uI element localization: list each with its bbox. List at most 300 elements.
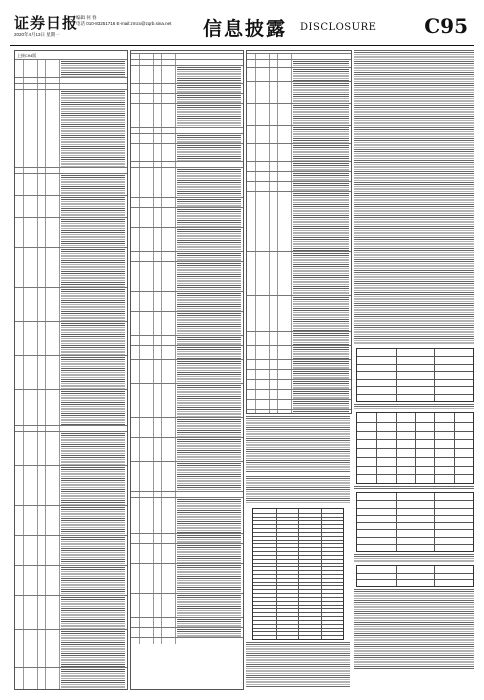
data-table [356, 492, 474, 552]
cell-text-block [61, 357, 125, 389]
table-rule [434, 349, 435, 401]
table-row [15, 247, 127, 288]
table-cell-divider [45, 536, 46, 566]
table-row [247, 409, 351, 414]
cell-text-block [293, 173, 349, 181]
table-cell-divider [37, 196, 38, 218]
table-row [131, 311, 243, 336]
cell-text-block [177, 419, 241, 437]
table-cell-divider [153, 228, 154, 252]
cell-text-block [177, 619, 241, 627]
table-cell-divider [45, 248, 46, 288]
table-cell-divider [269, 252, 270, 296]
table-row [247, 67, 351, 82]
table-cell-divider [45, 322, 46, 356]
table-cell-divider [269, 410, 270, 414]
table-cell-divider [37, 322, 38, 356]
text-block [246, 416, 350, 472]
table-cell-divider [139, 638, 140, 644]
table-cell-divider [59, 322, 60, 356]
table-cell-divider [153, 594, 154, 618]
table-cell-divider [59, 506, 60, 536]
cell-text-block [177, 67, 241, 83]
table-cell-divider [161, 544, 162, 564]
cell-text-block [61, 91, 125, 167]
table-row [15, 195, 127, 218]
table-cell-divider [269, 346, 270, 360]
table-cell-divider [161, 438, 162, 462]
table-row [131, 103, 243, 128]
cell-text-block [61, 507, 125, 535]
table-cell-divider [59, 566, 60, 596]
table-cell-divider [161, 66, 162, 84]
table-cell-divider [153, 66, 154, 84]
cell-text-block [293, 163, 349, 171]
table-cell-divider [37, 288, 38, 322]
table-cell-divider [37, 466, 38, 506]
editor-line: 编辑 何 春 [76, 15, 97, 20]
table-row [131, 497, 243, 534]
table-cell-divider [175, 292, 176, 312]
table-cell-divider [45, 506, 46, 536]
cell-text-block [177, 199, 241, 207]
table-cell-divider [23, 356, 24, 390]
table-row [131, 593, 243, 618]
cell-text-block [177, 229, 241, 251]
table-cell-divider [277, 68, 278, 82]
table-cell-divider [161, 384, 162, 418]
table-cell-divider [139, 418, 140, 438]
table-rule [357, 537, 473, 538]
table-cell-divider [23, 566, 24, 596]
table-cell-divider [175, 384, 176, 418]
table-rule [357, 500, 473, 501]
table-cell-divider [23, 466, 24, 506]
table-cell-divider [175, 638, 176, 644]
table-cell-divider [139, 384, 140, 418]
table-cell-divider [37, 432, 38, 466]
table-rule [357, 522, 473, 523]
table-cell-divider [59, 60, 60, 78]
table-cell-divider [255, 126, 256, 144]
table-cell-divider [37, 506, 38, 536]
table-cell-divider [161, 262, 162, 292]
masthead [10, 10, 474, 44]
table-column-2 [130, 50, 244, 690]
cell-text-block [293, 83, 349, 103]
table-rule [357, 529, 473, 530]
table-row [15, 431, 127, 466]
table-cell-divider [269, 68, 270, 82]
table-cell-divider [139, 360, 140, 384]
text-block [354, 589, 474, 669]
table-cell-divider [175, 594, 176, 618]
table-cell-divider [153, 312, 154, 336]
table-cell-divider [45, 174, 46, 196]
table-row [15, 217, 127, 248]
table-cell-divider [175, 104, 176, 128]
table-cell-divider [175, 346, 176, 360]
cell-text-block [177, 253, 241, 261]
table-rule [434, 493, 435, 551]
table-cell-divider [45, 288, 46, 322]
table-rule [298, 509, 299, 639]
table-cell-divider [59, 90, 60, 168]
table-cell-divider [23, 506, 24, 536]
table-row [15, 287, 127, 322]
table-cell-divider [175, 498, 176, 534]
table-cell-divider [45, 596, 46, 630]
cell-text-block [61, 219, 125, 247]
table-cell-divider [139, 564, 140, 594]
table-row [131, 227, 243, 252]
table-cell-divider [255, 252, 256, 296]
table-row [15, 565, 127, 596]
table-cell-divider [139, 168, 140, 198]
data-table [356, 412, 474, 484]
table-row [131, 167, 243, 198]
table-cell-divider [291, 192, 292, 252]
table-row [15, 173, 127, 196]
table-cell-divider [161, 228, 162, 252]
table-cell-divider [269, 296, 270, 332]
table-cell-divider [269, 192, 270, 252]
table-row [247, 295, 351, 332]
table-cell-divider [255, 296, 256, 332]
table-cell-divider [45, 390, 46, 426]
table-cell-divider [161, 594, 162, 618]
table-row [131, 637, 243, 644]
table-rule [357, 371, 473, 372]
table-cell-divider [291, 126, 292, 144]
table-rule [454, 413, 455, 483]
table-cell-divider [291, 410, 292, 414]
cell-text-block [61, 391, 125, 425]
cell-text-block [61, 567, 125, 595]
table-cell-divider [59, 466, 60, 506]
table-row [131, 543, 243, 564]
table-row [131, 65, 243, 84]
table-row [15, 629, 127, 668]
table-cell-divider [255, 410, 256, 414]
table-cell-divider [161, 638, 162, 644]
cell-text-block [293, 391, 349, 399]
table-cell-divider [291, 332, 292, 346]
table-rule [357, 573, 473, 574]
table-cell-divider [175, 418, 176, 438]
table-row [247, 143, 351, 162]
section-title-en: DISCLOSURE [300, 22, 377, 33]
cell-text-block [61, 249, 125, 287]
table-rule [357, 508, 473, 509]
table-cell-divider [161, 168, 162, 198]
data-table [356, 565, 474, 587]
cell-text-block [293, 145, 349, 161]
table-cell-divider [45, 218, 46, 248]
cell-text-block [177, 169, 241, 197]
table-cell-divider [139, 228, 140, 252]
table-cell-divider [255, 332, 256, 346]
table-rule [376, 413, 377, 483]
table-row [15, 667, 127, 690]
cell-text-block [177, 535, 241, 543]
table-cell-divider [23, 218, 24, 248]
table-cell-divider [59, 218, 60, 248]
table-cell-divider [153, 144, 154, 162]
table-cell-divider [277, 252, 278, 296]
table-cell-divider [277, 346, 278, 360]
table-row [15, 355, 127, 390]
table-cell-divider [161, 292, 162, 312]
table-cell-divider [269, 332, 270, 346]
table-rule [321, 509, 322, 639]
table-cell-divider [161, 498, 162, 534]
table-row [247, 345, 351, 360]
text-block [354, 404, 474, 410]
table-row [247, 81, 351, 104]
table-cell-divider [23, 322, 24, 356]
table-cell-divider [153, 438, 154, 462]
table-cell-divider [139, 144, 140, 162]
cell-text-block [177, 565, 241, 593]
table-rule [434, 566, 435, 586]
table-cell-divider [161, 312, 162, 336]
table-row [131, 437, 243, 462]
cell-text-block [293, 183, 349, 191]
table-cell-divider [175, 168, 176, 198]
cell-text-block [293, 333, 349, 345]
table-cell-divider [59, 174, 60, 196]
table-cell-divider [23, 536, 24, 566]
table-cell-divider [277, 332, 278, 346]
table-row [131, 345, 243, 360]
cell-text-block [293, 401, 349, 409]
table-rule [357, 356, 473, 357]
table-cell-divider [139, 346, 140, 360]
table-cell-divider [269, 104, 270, 126]
table-cell-divider [59, 630, 60, 668]
table-cell-divider [59, 248, 60, 288]
table-cell-divider [277, 192, 278, 252]
cell-text-block [293, 371, 349, 379]
cell-text-block [293, 193, 349, 251]
cell-text-block [177, 293, 241, 311]
table-row [15, 535, 127, 566]
table-cell-divider [175, 544, 176, 564]
table-cell-divider [175, 66, 176, 84]
table-cell-divider [153, 384, 154, 418]
table-cell-divider [23, 288, 24, 322]
table-cell-divider [23, 432, 24, 466]
table-cell-divider [23, 174, 24, 196]
table-cell-divider [175, 208, 176, 228]
cell-text-block [177, 263, 241, 291]
table-cell-divider [255, 104, 256, 126]
cell-text-block [293, 347, 349, 359]
table-cell-divider [45, 630, 46, 668]
table-cell-divider [291, 144, 292, 162]
table-cell-divider [277, 296, 278, 332]
table-row [15, 465, 127, 506]
table-cell-divider [175, 438, 176, 462]
table-cell-divider [45, 90, 46, 168]
table-cell-divider [59, 536, 60, 566]
table-cell-divider [291, 104, 292, 126]
table-row [15, 595, 127, 630]
table-column-1 [14, 50, 128, 690]
table-cell-divider [291, 252, 292, 296]
page-number: C95 [424, 14, 468, 38]
cell-text-block [61, 61, 125, 77]
table-cell-divider [153, 208, 154, 228]
table-cell-divider [37, 60, 38, 78]
table-rule [357, 579, 473, 580]
table-cell-divider [153, 292, 154, 312]
table-cell-divider [37, 90, 38, 168]
table-rule [357, 515, 473, 516]
table-cell-divider [153, 564, 154, 594]
table-cell-divider [153, 104, 154, 128]
table-cell-divider [23, 90, 24, 168]
table-cell-divider [59, 668, 60, 690]
table-cell-divider [139, 312, 140, 336]
table-cell-divider [255, 192, 256, 252]
table-cell-divider [37, 668, 38, 690]
table-cell-divider [37, 218, 38, 248]
table-rule [357, 544, 473, 545]
table-cell-divider [23, 248, 24, 288]
table-cell-divider [161, 144, 162, 162]
cell-text-block [177, 463, 241, 491]
table-rule [357, 386, 473, 387]
table-row [15, 89, 127, 168]
cell-text-block [177, 629, 241, 637]
cell-text-block [61, 197, 125, 217]
continued-from-label: 上接C94版 [17, 53, 37, 58]
table-cell-divider [153, 544, 154, 564]
table-row [131, 261, 243, 292]
table-cell-divider [277, 144, 278, 162]
table-cell-divider [153, 418, 154, 438]
cell-text-block [177, 499, 241, 533]
table-cell-divider [139, 462, 140, 492]
table-rule [415, 413, 416, 483]
editor-info [76, 15, 171, 27]
table-cell-divider [23, 668, 24, 690]
table-cell-divider [45, 668, 46, 690]
date-line: 2020年4月13日 星期一 [14, 32, 60, 37]
table-cell-divider [139, 292, 140, 312]
table-cell-divider [59, 356, 60, 390]
cell-text-block [293, 361, 349, 369]
cell-text-block [61, 597, 125, 629]
table-row [15, 505, 127, 536]
cell-text-block [177, 135, 241, 143]
table-cell-divider [59, 596, 60, 630]
table-cell-divider [153, 346, 154, 360]
table-cell-divider [153, 462, 154, 492]
table-cell-divider [153, 168, 154, 198]
newspaper-logo: 证券日报 [14, 14, 79, 32]
text-block [354, 554, 474, 562]
table-cell-divider [153, 638, 154, 644]
table-rule [396, 493, 397, 551]
cell-text-block [293, 69, 349, 81]
table-rule [357, 394, 473, 395]
section-title: 信息披露 [203, 18, 288, 40]
cell-text-block [177, 361, 241, 383]
cell-text-block [61, 631, 125, 667]
table-row [131, 383, 243, 418]
table-row [247, 125, 351, 144]
table-cell-divider [161, 564, 162, 594]
cell-text-block [293, 411, 349, 414]
table-cell-divider [269, 82, 270, 104]
table-cell-divider [255, 346, 256, 360]
table-row [131, 417, 243, 438]
table-cell-divider [153, 262, 154, 292]
table-rule [357, 364, 473, 365]
table-cell-divider [291, 346, 292, 360]
table-cell-divider [291, 82, 292, 104]
table-cell-divider [45, 466, 46, 506]
table-cell-divider [37, 596, 38, 630]
table-cell-divider [139, 544, 140, 564]
table-cell-divider [175, 564, 176, 594]
table-column-3 [246, 50, 352, 414]
table-cell-divider [161, 208, 162, 228]
cell-text-block [177, 95, 241, 103]
cell-text-block [177, 105, 241, 127]
table-cell-divider [255, 144, 256, 162]
table-cell-divider [291, 68, 292, 82]
cell-text-block [177, 545, 241, 563]
table-cell-divider [45, 356, 46, 390]
table-cell-divider [139, 208, 140, 228]
table-cell-divider [175, 312, 176, 336]
table-cell-divider [59, 432, 60, 466]
table-row [247, 251, 351, 296]
table-cell-divider [59, 390, 60, 426]
table-cell-divider [37, 356, 38, 390]
cell-text-block [177, 209, 241, 227]
cell-text-block [177, 85, 241, 93]
table-cell-divider [37, 248, 38, 288]
cell-text-block [61, 433, 125, 465]
table-row [247, 191, 351, 252]
table-cell-divider [175, 228, 176, 252]
table-cell-divider [139, 594, 140, 618]
table-rule [396, 413, 397, 483]
cell-text-block [61, 323, 125, 355]
table-cell-divider [23, 196, 24, 218]
table-row [15, 321, 127, 356]
table-cell-divider [59, 288, 60, 322]
table-cell-divider [139, 438, 140, 462]
table-cell-divider [37, 630, 38, 668]
cell-text-block [293, 127, 349, 143]
table-cell-divider [277, 104, 278, 126]
table-cell-divider [175, 144, 176, 162]
table-row [131, 563, 243, 594]
table-cell-divider [45, 196, 46, 218]
table-cell-divider [37, 536, 38, 566]
cell-text-block [177, 595, 241, 617]
table-cell-divider [277, 410, 278, 414]
table-row [131, 143, 243, 162]
cell-text-block [177, 439, 241, 461]
table-cell-divider [255, 82, 256, 104]
